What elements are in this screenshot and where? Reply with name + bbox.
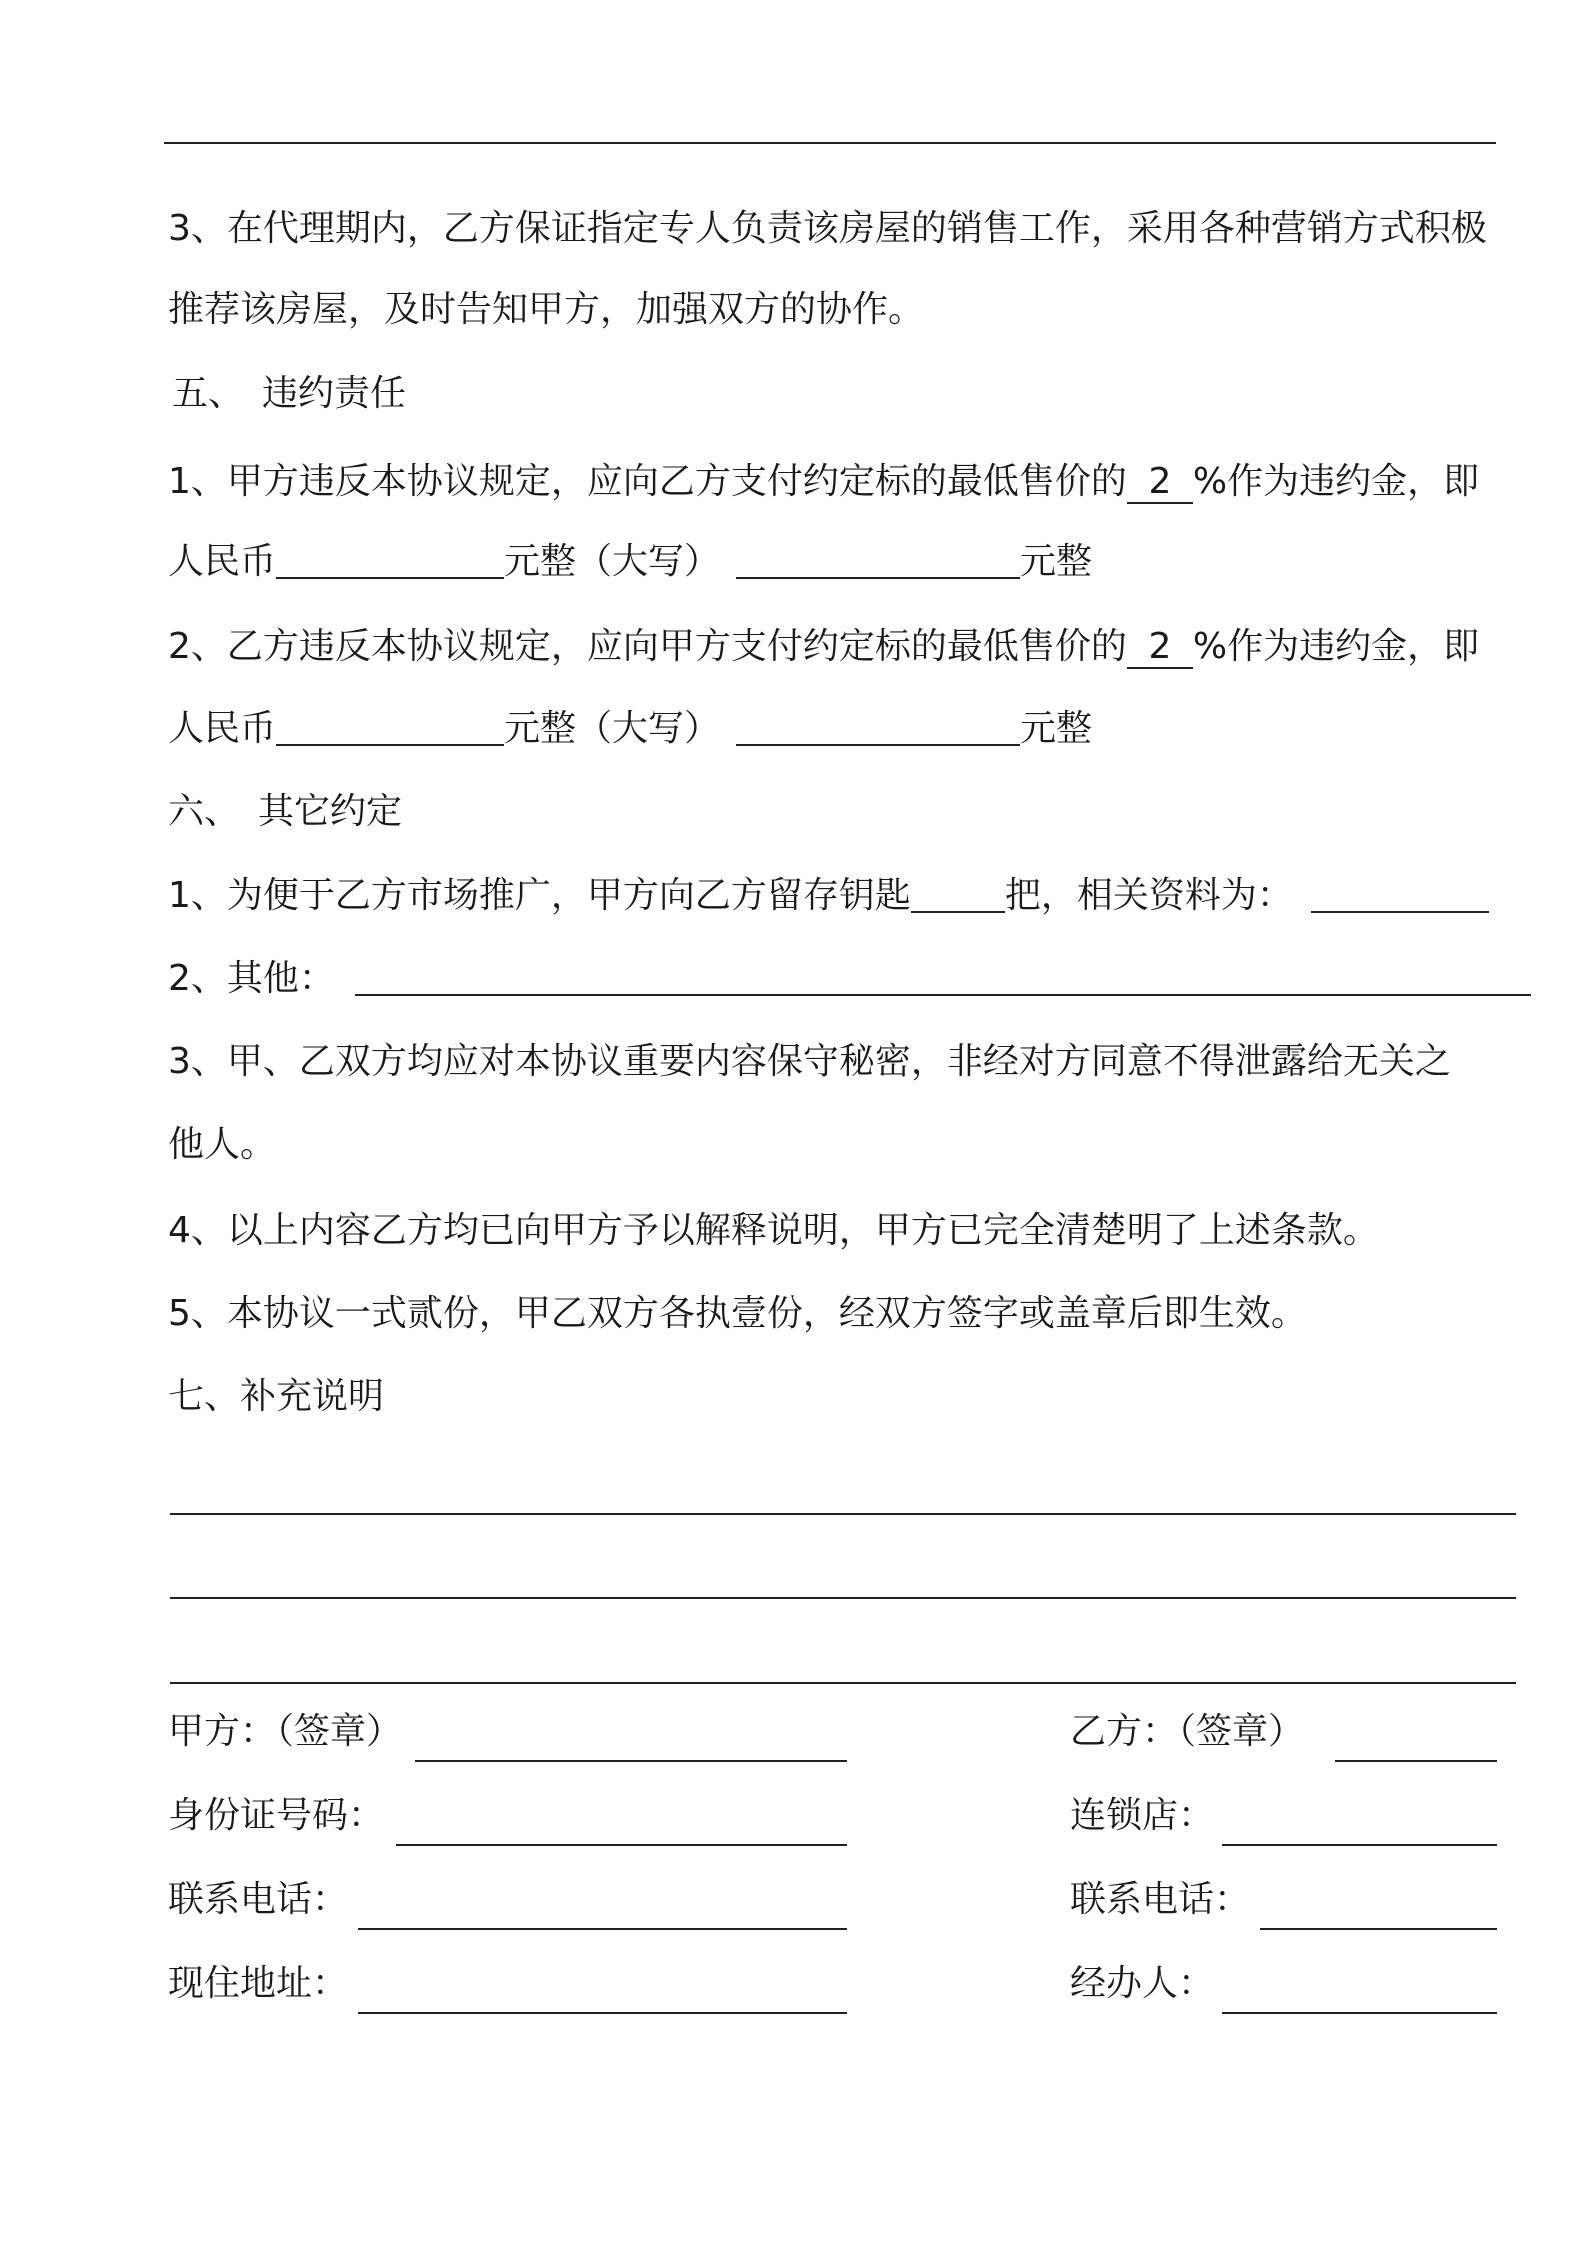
rmb-label: 人民币 <box>168 708 277 749</box>
id-number-field[interactable] <box>396 1844 847 1846</box>
party-a-phone-label: 联系电话： <box>168 1879 349 1920</box>
clause-6-3-line-1: 3、甲、乙双方均应对本协议重要内容保守秘密，非经对方同意不得泄露给无关之 <box>168 1041 1451 1082</box>
rmb-amount-field-2[interactable] <box>276 706 504 746</box>
penalty-rate-1[interactable]: 2 <box>1127 458 1193 504</box>
supplement-line-3[interactable] <box>170 1682 1516 1684</box>
clause-3-line-1: 3、在代理期内，乙方保证指定专人负责该房屋的销售工作，采用各种营销方式积极 <box>168 208 1487 249</box>
rmb-amount-field-1[interactable] <box>276 539 504 579</box>
yuan-end-label: 元整 <box>1020 541 1093 582</box>
clause-3-line-2: 推荐该房屋，及时告知甲方，加强双方的协作。 <box>168 289 925 330</box>
key-clause-tail: 把，相关资料为： <box>1004 875 1293 916</box>
party-b-label: 乙方：（签章） <box>1070 1711 1305 1752</box>
key-clause-text: 1、为便于乙方市场推广，甲方向乙方留存钥匙 <box>168 875 911 916</box>
agent-field[interactable] <box>1222 2012 1497 2014</box>
penalty-clause-2-text: 2、乙方违反本协议规定，应向甲方支付约定标的最低售价的 <box>168 626 1127 667</box>
chain-store-label: 连锁店： <box>1070 1795 1215 1836</box>
other-label: 2、其他： <box>168 958 335 999</box>
penalty-clause-1-tail: %作为违约金，即 <box>1192 461 1480 502</box>
supplement-line-1[interactable] <box>170 1513 1516 1515</box>
penalty-clause-2-tail: %作为违约金，即 <box>1192 626 1480 667</box>
party-a-signature-field[interactable] <box>415 1760 847 1762</box>
party-b-phone-label: 联系电话： <box>1070 1879 1251 1920</box>
agent-label: 经办人： <box>1070 1963 1215 2004</box>
penalty-clause-2 <box>168 623 1479 671</box>
clause-6-1 <box>168 872 1489 920</box>
supplement-line-2[interactable] <box>170 1597 1516 1599</box>
section-5-title: 五、 违约责任 <box>172 373 407 414</box>
clause-6-2 <box>168 955 1531 1003</box>
chain-store-field[interactable] <box>1222 1844 1497 1846</box>
party-a-label: 甲方：（签章） <box>168 1711 403 1752</box>
party-a-phone-field[interactable] <box>358 1928 847 1930</box>
address-label: 现住地址： <box>168 1963 349 2004</box>
yuan-daxie-label: 元整（大写） <box>504 541 721 582</box>
rmb-label: 人民币 <box>168 541 277 582</box>
related-docs-field[interactable] <box>1311 873 1489 913</box>
penalty-clause-1 <box>168 458 1479 506</box>
penalty-amount-1 <box>168 538 1092 586</box>
yuan-end-label: 元整 <box>1020 708 1093 749</box>
clause-6-5: 5、本协议一式贰份，甲乙双方各执壹份，经双方签字或盖章后即生效。 <box>168 1293 1307 1334</box>
rmb-daxie-field-2[interactable] <box>736 706 1020 746</box>
section-7-title: 七、补充说明 <box>168 1376 385 1417</box>
address-field[interactable] <box>358 2012 847 2014</box>
header-rule <box>164 142 1496 144</box>
party-b-phone-field[interactable] <box>1260 1928 1497 1930</box>
section-6-title: 六、 其它约定 <box>168 791 403 832</box>
key-count-field[interactable] <box>911 873 1005 913</box>
rmb-daxie-field-1[interactable] <box>736 539 1020 579</box>
penalty-amount-2 <box>168 705 1092 753</box>
other-field[interactable] <box>355 956 1531 996</box>
clause-6-3-line-2: 他人。 <box>168 1124 277 1165</box>
clause-6-4: 4、以上内容乙方均已向甲方予以解释说明，甲方已完全清楚明了上述条款。 <box>168 1210 1379 1251</box>
penalty-rate-2[interactable]: 2 <box>1127 623 1193 669</box>
yuan-daxie-label: 元整（大写） <box>504 708 721 749</box>
penalty-clause-1-text: 1、甲方违反本协议规定，应向乙方支付约定标的最低售价的 <box>168 461 1127 502</box>
id-number-label: 身份证号码： <box>168 1795 385 1836</box>
party-b-signature-field[interactable] <box>1335 1760 1497 1762</box>
